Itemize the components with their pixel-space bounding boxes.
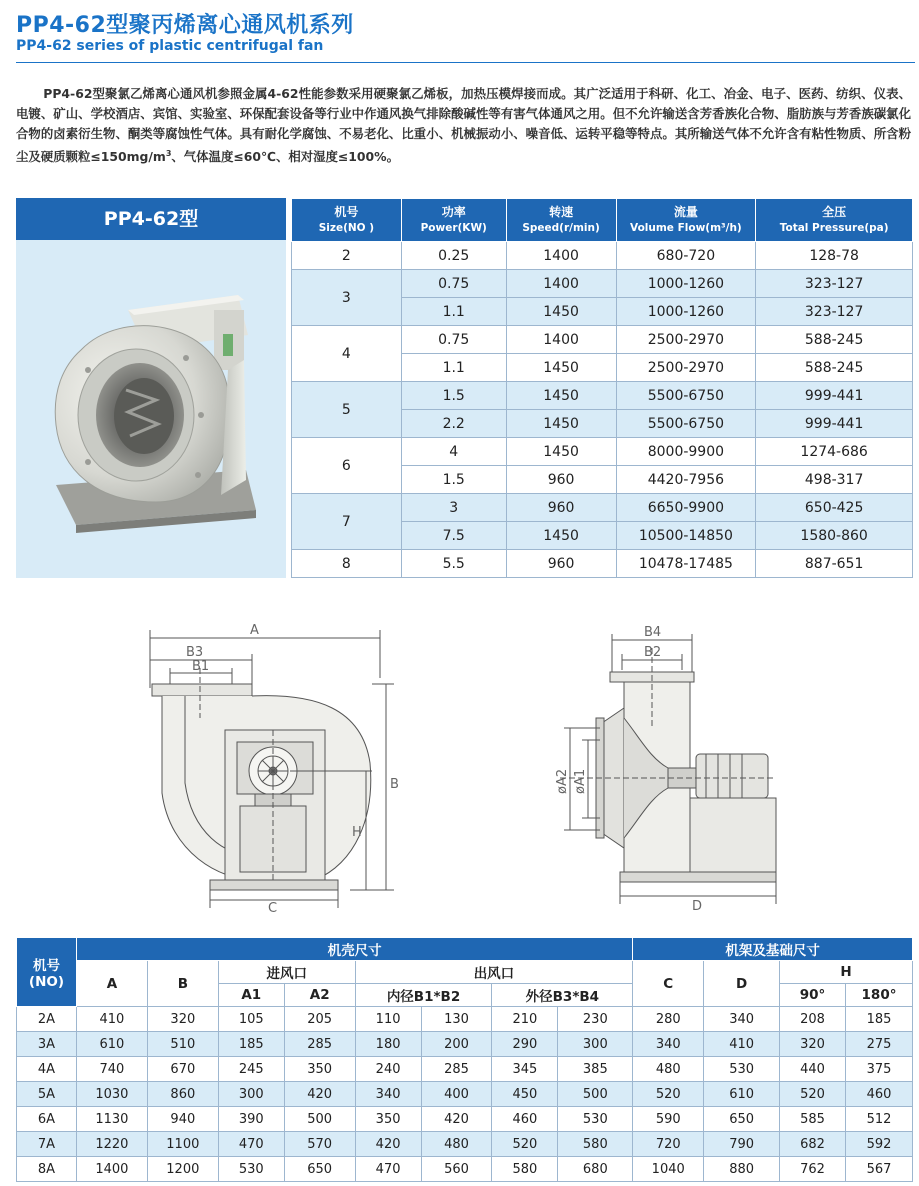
cell-value: 860 [147,1082,218,1107]
cell-value: 530 [704,1057,780,1082]
cell-value: 280 [633,1007,704,1032]
cell-value: 590 [633,1107,704,1132]
header-flow [616,199,756,242]
cell-pressure: 999-441 [756,382,913,410]
cell-value: 1130 [76,1107,147,1132]
table-row [292,326,913,354]
cell-value: 385 [558,1057,633,1082]
cell-power: 0.75 [401,270,506,298]
dimensions-table [16,937,913,1182]
table-row [17,1107,913,1132]
table-row [17,1132,913,1157]
cell-pressure: 1580-860 [756,522,913,550]
header-pressure [756,199,913,242]
cell-value: 200 [421,1032,492,1057]
table-row [292,550,913,578]
cell-value: 390 [218,1107,284,1132]
intro-text: PP4-62型聚氯乙烯离心通风机参照金属4-62性能参数采用硬聚氯乙烯板，加热压模焊接而成。其广泛适用于科研、化工、冶金、电子、医药、纺织、仪表、电镀、矿山、学校酒店、宾馆、实验室、环保配套设备等行业中作通风换气排除酸碱性等有害气体通风之用。但不允许输送含芳香族化合物、脂肪族与芳香族碳氯化合物的卤素衍生物、酮类等腐蚀性气体。具有耐化学腐蚀、不易老化、比重小、机械振动小、噪音低、运转平稳等特点。其所输送气体不允许含有粘性物质、所含粉尘及硬质颗粒≤150mg/m [16,86,911,165]
cell-speed: 960 [506,466,616,494]
cell-flow: 4420-7956 [616,466,756,494]
header-d: D [704,961,780,1007]
header-speed [506,199,616,242]
label-a2: øA2 [555,768,570,794]
header-power [401,199,506,242]
cell-speed: 1450 [506,298,616,326]
product-image [16,240,286,578]
cell-pressure: 887-651 [756,550,913,578]
cell-value: 470 [355,1157,421,1182]
label-c: C [268,901,278,914]
cell-value: 350 [355,1107,421,1132]
cell-value: 440 [780,1057,846,1082]
header-a1: A1 [218,984,284,1007]
cell-value: 480 [421,1132,492,1157]
cell-value: 300 [218,1082,284,1107]
cell-speed: 1400 [506,270,616,298]
header-c: C [633,961,704,1007]
cell-value: 410 [76,1007,147,1032]
cell-power: 3 [401,494,506,522]
cell-value: 210 [492,1007,558,1032]
label-a: A [250,623,259,638]
cell-power: 7.5 [401,522,506,550]
table-row [17,1007,913,1032]
dims-body [17,1007,913,1182]
cell-speed: 960 [506,550,616,578]
header-h180: 180° [846,984,913,1007]
cell-value: 1200 [147,1157,218,1182]
header-inlet: 进风口 [218,961,355,984]
table-row [17,1157,913,1182]
cell-value: 530 [218,1157,284,1182]
cell-value: 110 [355,1007,421,1032]
cell-value: 650 [284,1157,355,1182]
cell-value: 410 [704,1032,780,1057]
cell-value: 530 [558,1107,633,1132]
header-speed-en: Speed(r/min) [522,221,600,234]
cell-value: 350 [284,1057,355,1082]
cell-value: 420 [355,1132,421,1157]
cell-flow: 5500-6750 [616,382,756,410]
header-no-cn: 机号 [32,958,60,974]
cell-value: 520 [492,1132,558,1157]
cell-value: 130 [421,1007,492,1032]
cell-value: 245 [218,1057,284,1082]
cell-size: 4 [292,326,402,382]
cell-model: 3A [17,1032,77,1057]
cell-pressure: 128-78 [756,242,913,270]
header-flow-cn: 流量 [673,204,698,219]
cell-pressure: 650-425 [756,494,913,522]
header-h90: 90° [780,984,846,1007]
cell-value: 460 [846,1082,913,1107]
cell-value: 880 [704,1157,780,1182]
header-size [292,199,402,242]
title-divider [16,62,915,63]
cell-value: 670 [147,1057,218,1082]
cell-value: 740 [76,1057,147,1082]
cell-value: 420 [284,1082,355,1107]
cell-model: 8A [17,1157,77,1182]
cell-value: 185 [218,1032,284,1057]
cell-pressure: 999-441 [756,410,913,438]
intro-text-end: 、气体温度≤60℃、相对湿度≤100%。 [171,149,399,165]
header-outer: 外径B3*B4 [492,984,633,1007]
cell-speed: 1450 [506,354,616,382]
cell-value: 520 [780,1082,846,1107]
header-outlet: 出风口 [355,961,633,984]
cell-pressure: 588-245 [756,354,913,382]
cell-flow: 2500-2970 [616,326,756,354]
cell-value: 340 [633,1032,704,1057]
cell-value: 682 [780,1132,846,1157]
cell-model: 4A [17,1057,77,1082]
cell-value: 275 [846,1032,913,1057]
cell-size: 3 [292,270,402,326]
cell-value: 940 [147,1107,218,1132]
table-row [292,382,913,410]
cell-value: 720 [633,1132,704,1157]
header-b: B [147,961,218,1007]
cell-value: 420 [421,1107,492,1132]
cell-value: 460 [492,1107,558,1132]
cell-value: 340 [704,1007,780,1032]
cell-value: 510 [147,1032,218,1057]
product-label: PP4-62型 [16,198,286,240]
cell-value: 512 [846,1107,913,1132]
cell-flow: 10500-14850 [616,522,756,550]
cell-value: 500 [284,1107,355,1132]
cell-value: 375 [846,1057,913,1082]
cell-value: 450 [492,1082,558,1107]
cell-size: 8 [292,550,402,578]
cell-pressure: 323-127 [756,298,913,326]
intro-paragraph [16,84,911,167]
table-row [17,1082,913,1107]
cell-value: 570 [284,1132,355,1157]
cell-value: 580 [492,1157,558,1182]
cell-value: 105 [218,1007,284,1032]
cell-power: 0.75 [401,326,506,354]
cell-size: 5 [292,382,402,438]
label-b1: B1 [192,659,210,674]
cell-flow: 6650-9900 [616,494,756,522]
cell-pressure: 588-245 [756,326,913,354]
cell-size: 7 [292,494,402,550]
header-casing: 机壳尺寸 [76,938,632,961]
cell-model: 7A [17,1132,77,1157]
cell-flow: 2500-2970 [616,354,756,382]
cell-value: 285 [421,1057,492,1082]
dims-header-row-1 [17,938,913,961]
header-h: H [780,961,913,984]
cell-value: 320 [147,1007,218,1032]
label-b3: B3 [186,645,204,660]
cell-value: 1030 [76,1082,147,1107]
page-subtitle: PP4-62 series of plastic centrifugal fan [16,38,324,54]
cell-value: 585 [780,1107,846,1132]
performance-header-row [292,199,913,242]
cell-flow: 10478-17485 [616,550,756,578]
cell-value: 300 [558,1032,633,1057]
page-title: PP4-62型聚丙烯离心通风机系列 [16,13,354,38]
cell-value: 592 [846,1132,913,1157]
cell-value: 567 [846,1157,913,1182]
label-h: H [352,825,362,840]
cell-value: 180 [355,1032,421,1057]
intro-sup: 3 [165,149,172,158]
cell-value: 580 [558,1132,633,1157]
header-frame: 机架及基础尺寸 [633,938,913,961]
header-a2: A2 [284,984,355,1007]
label-d: D [692,899,703,914]
cell-value: 1400 [76,1157,147,1182]
cell-power: 1.1 [401,354,506,382]
header-speed-cn: 转速 [549,204,574,219]
cell-value: 340 [355,1082,421,1107]
dims-header-row-2 [17,961,913,984]
cell-value: 560 [421,1157,492,1182]
cell-speed: 1450 [506,382,616,410]
table-row [17,1032,913,1057]
cell-value: 400 [421,1082,492,1107]
cell-power: 0.25 [401,242,506,270]
cell-power: 1.5 [401,382,506,410]
cell-speed: 1400 [506,326,616,354]
table-row [292,270,913,298]
cell-flow: 1000-1260 [616,270,756,298]
header-a: A [76,961,147,1007]
cell-speed: 1450 [506,438,616,466]
header-flow-en: Volume Flow(m³/h) [630,221,742,234]
cell-model: 5A [17,1082,77,1107]
cell-power: 1.5 [401,466,506,494]
fan-illustration [16,240,286,578]
header-size-cn: 机号 [334,204,359,219]
cell-value: 650 [704,1107,780,1132]
label-a1: øA1 [573,768,588,794]
cell-value: 762 [780,1157,846,1182]
header-power-cn: 功率 [441,204,466,219]
side-view-drawing [540,618,790,914]
cell-value: 480 [633,1057,704,1082]
cell-value: 290 [492,1032,558,1057]
front-view-drawing [140,618,410,914]
cell-model: 2A [17,1007,77,1032]
cell-pressure: 323-127 [756,270,913,298]
cell-pressure: 1274-686 [756,438,913,466]
cell-value: 500 [558,1082,633,1107]
label-b: B [390,777,399,792]
table-row [292,494,913,522]
table-row [292,242,913,270]
cell-speed: 1450 [506,410,616,438]
cell-speed: 1400 [506,242,616,270]
table-row [17,1057,913,1082]
cell-value: 610 [76,1032,147,1057]
cell-pressure: 498-317 [756,466,913,494]
cell-value: 208 [780,1007,846,1032]
cell-power: 4 [401,438,506,466]
cell-value: 285 [284,1032,355,1057]
cell-flow: 1000-1260 [616,298,756,326]
cell-value: 1220 [76,1132,147,1157]
cell-power: 2.2 [401,410,506,438]
cell-value: 1040 [633,1157,704,1182]
header-power-en: Power(KW) [420,221,487,234]
header-no-en: (NO) [28,974,65,990]
cell-value: 1100 [147,1132,218,1157]
header-pressure-cn: 全压 [822,204,847,219]
cell-power: 1.1 [401,298,506,326]
cell-value: 790 [704,1132,780,1157]
cell-value: 230 [558,1007,633,1032]
cell-value: 345 [492,1057,558,1082]
cell-size: 2 [292,242,402,270]
cell-flow: 8000-9900 [616,438,756,466]
cell-value: 470 [218,1132,284,1157]
cell-value: 205 [284,1007,355,1032]
cell-value: 185 [846,1007,913,1032]
header-no [17,938,77,1007]
label-b2: B2 [644,645,662,660]
cell-power: 5.5 [401,550,506,578]
cell-value: 610 [704,1082,780,1107]
cell-value: 320 [780,1032,846,1057]
header-inner: 内径B1*B2 [355,984,492,1007]
cell-speed: 960 [506,494,616,522]
performance-table [291,198,913,578]
cell-value: 240 [355,1057,421,1082]
header-pressure-en: Total Pressure(pa) [779,221,889,234]
cell-size: 6 [292,438,402,494]
cell-value: 680 [558,1157,633,1182]
cell-model: 6A [17,1107,77,1132]
label-b4: B4 [644,625,662,640]
cell-flow: 680-720 [616,242,756,270]
cell-flow: 5500-6750 [616,410,756,438]
header-size-en: Size(NO ) [318,221,375,234]
cell-speed: 1450 [506,522,616,550]
cell-value: 520 [633,1082,704,1107]
table-row [292,438,913,466]
